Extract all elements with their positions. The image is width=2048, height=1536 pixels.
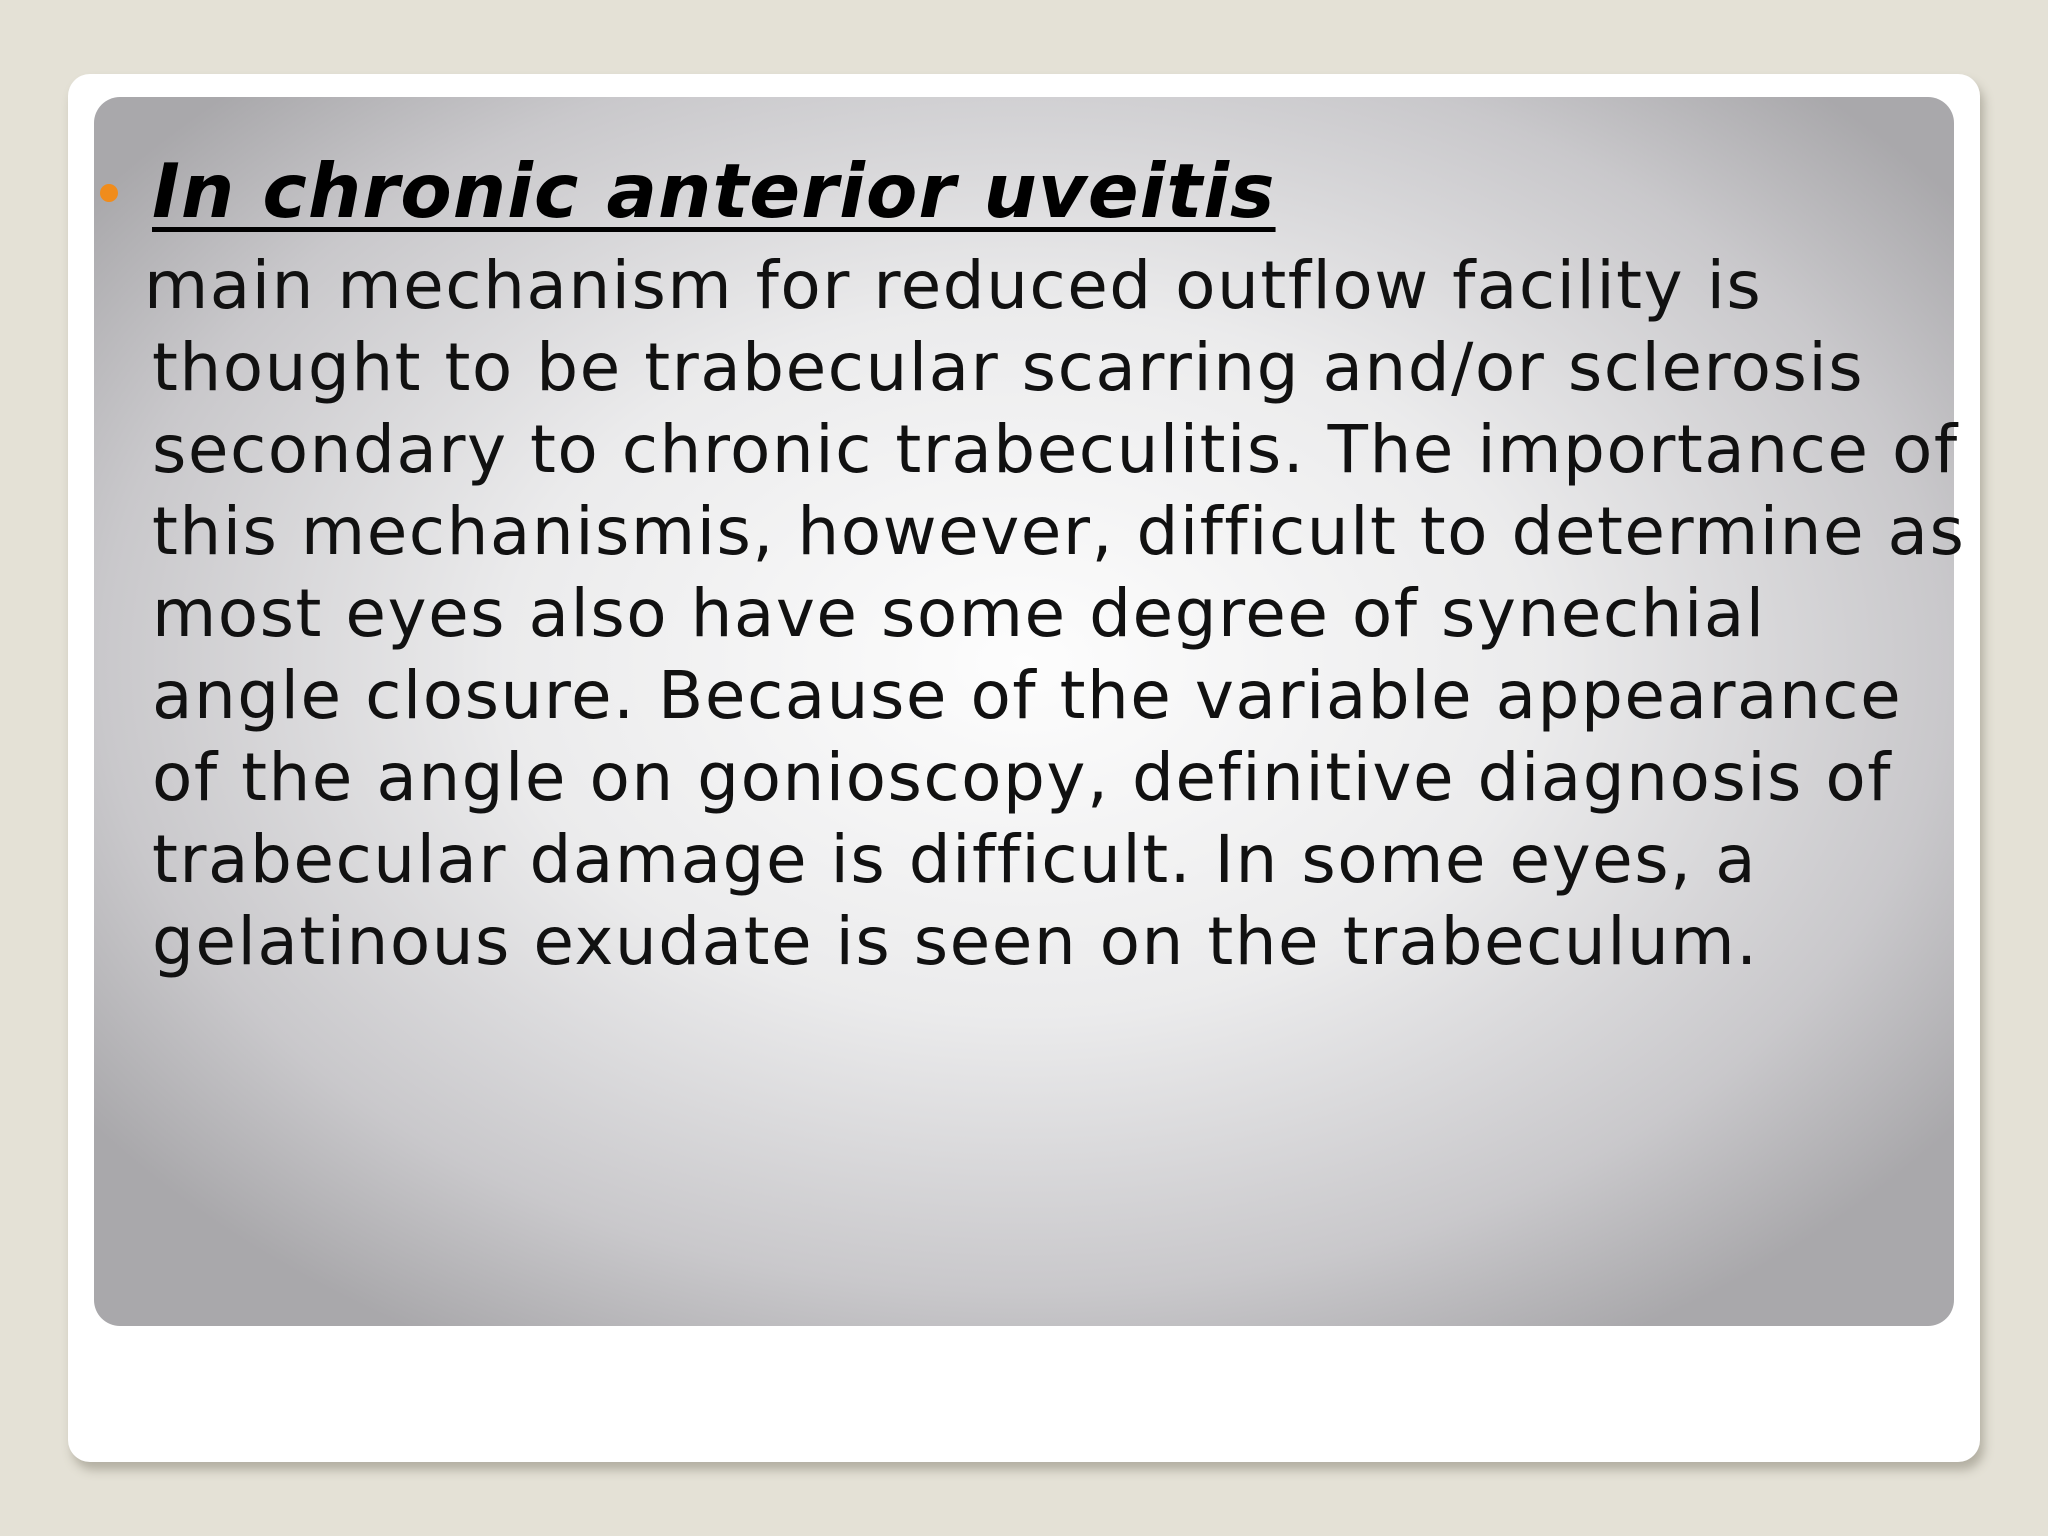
slide-heading: In chronic anterior uveitis xyxy=(152,147,1276,235)
body-line: of the angle on gonioscopy, definitive diagnosis of xyxy=(152,739,1893,816)
body-line: secondary to chronic trabeculitis. The importance of xyxy=(152,411,1959,488)
body-line: thought to be trabecular scarring and/or sclerosis xyxy=(152,329,1865,406)
slide-body-text xyxy=(144,245,1966,983)
body-line: most eyes also have some degree of synechial xyxy=(152,575,1766,652)
bullet-dot-icon xyxy=(100,184,118,202)
body-line: angle closure. Because of the variable appearance xyxy=(152,657,1903,734)
body-line: trabecular damage is difficult. In some eyes, a xyxy=(152,821,1758,898)
body-line: main mechanism for reduced outflow facility is xyxy=(144,247,1763,324)
body-line: gelatinous exudate is seen on the trabeculum. xyxy=(152,903,1759,980)
body-line: this mechanismis, however, difficult to determine as xyxy=(152,493,1966,570)
